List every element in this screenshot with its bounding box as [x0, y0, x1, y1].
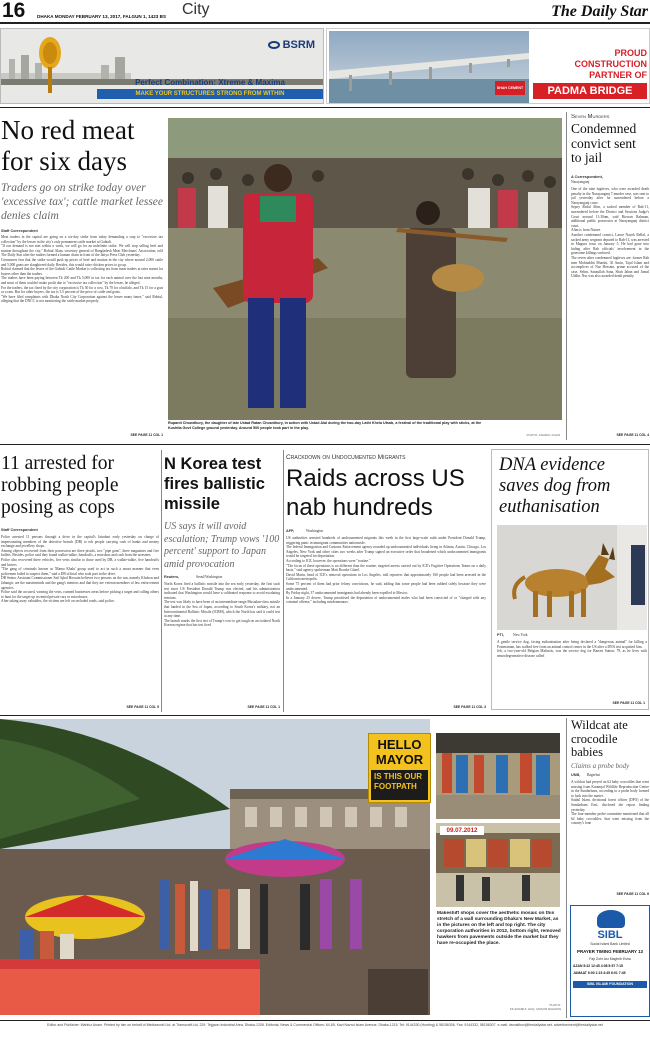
shah-line2: CONSTRUCTION — [574, 59, 647, 69]
prayer-jamaat: JAMAAT 6:00 1:15 4:45 6:01 7:45 — [573, 971, 626, 975]
dog-photo — [497, 525, 647, 630]
raids-byline: AFP, — [286, 529, 295, 533]
raids-location: Washington — [306, 529, 324, 533]
meat-headline: No red meat for six days — [1, 115, 135, 176]
dna-body: A gentle service dog, facing euthanisation after being declared a "dangerous animal" for killing a Pomeranian, has walked free from an animal control center in the US after a DNA test acquitted him. Jeb, a two-year-old Belgian Malinois, was the service dog for Barrett Sutton, 79, as he lives with neurodegenerative disease called — [497, 640, 647, 658]
dog-figure — [497, 525, 647, 630]
prayer-azan: AZAN 5:22 12:45 4:08 5:57 7:15 — [573, 964, 623, 968]
raids-jump: SEE PAGE 11 COL 3 — [453, 705, 486, 709]
sibl-name: SIBL — [597, 929, 623, 941]
page-number: 16 — [2, 0, 26, 22]
col-rule — [161, 450, 162, 712]
murder-body: One of the nine fugitives, who were awarded death penalty in the Narayanganj 7 murder case, was sent to jail yesterday after he surrendered before a Narayanganj court. Sepoy Abdul Alim, a sacked member of Rab-11, surrendered before the District and Sessions Judge's Court around 11:30am, said Rizwan Rahman, additional public prosecutor at Narayanganj district court. Alim is from Natore. Another condemned convict, Lance Nayek Bellal, a sacked army sergeant deputed to Rab-11, was arrested in Magura town on January 5. He had gone into hiding after Rab officials' involvement in the gruesome killings surfaced. The seven other condemned fugitives are: former Rab men Mohiuddin Munshi, Al Amin, Tajul Islam and accomplices of Nur Hossain, prime accused of the case, Selim, Sanaullah Sana, Shah Jahan and Jamal Uddin. Nur was also awarded death penalty. — [571, 187, 649, 279]
bsrm-tagline: Perfect Combination: Xtreme & Maxima — [135, 78, 285, 87]
croc-byline: UNB, — [571, 773, 581, 777]
prayer-title: PRAYER TIMING FEBRUARY 13 — [577, 949, 643, 954]
sibl-box — [570, 905, 650, 1017]
sibl-logo-icon — [597, 910, 625, 928]
bsrm-ad — [0, 28, 324, 104]
shah-line1: PROUD — [614, 48, 647, 58]
croc-location: Bagerhat — [587, 773, 600, 777]
cops-headline: 11 arrested for robbing people posing as cops — [1, 453, 119, 518]
market-photo-main — [0, 719, 430, 1015]
col-rule — [566, 718, 567, 1018]
market-photo-2012 — [436, 823, 560, 907]
stall-scene — [436, 733, 560, 819]
croc-deck: Claims a probe body — [571, 762, 630, 770]
murder-headline: Condemned convict sent to jail — [571, 122, 637, 165]
raids-headline: Raids across US nab hundreds — [286, 465, 465, 521]
lathi-credit: PHOTO: ANARUL KHAN — [526, 433, 560, 437]
murder-kicker: Seven Murders — [571, 114, 610, 120]
cops-byline: Staff Correspondent — [1, 528, 38, 532]
lower-rule — [0, 715, 650, 716]
shah-line4: PADMA BRIDGE — [533, 83, 647, 99]
croc-body: A wildcat had preyed on 62 baby crocodiles that went missing from Karamjal Wildlife Reproduction Centre in the Sundarbans, according to a probe body formed to look into the matter. Saidul Islam, divisional forest officer (DFO) of the Sundarbans East, disclosed the report finding yesterday. The four-member probe committee mentioned that all 62 baby crocodiles, that went missing from the country's lone — [571, 780, 649, 826]
dna-jump: SEE PAGE 11 COL 1 — [612, 701, 645, 705]
meat-byline: Staff Correspondent — [1, 229, 38, 233]
col-rule — [566, 112, 567, 440]
paper-name: The Daily Star — [551, 3, 648, 20]
korea-location: Seoul/Washington — [196, 575, 223, 579]
masthead-rule — [0, 22, 650, 24]
mid-rule — [0, 444, 650, 445]
croc-headline: Wildcat ate crocodile babies — [571, 719, 628, 759]
market-photo-top-right — [436, 733, 560, 819]
cops-body: Police arrested 11 persons through a drive in the capital's Jatrabari early yesterday on charge of impersonating members of the detective branch (DB) to rob people carrying cash of banks and money exchange and jewellery shops. Among objects recovered from their possession are three pistols, two "pipe guns", three magazines and five bullets. Besides, police said they found walkie-talkie, handcuffs, a microbus and cash from the arrestees. Police also recovered three vehicles, five vests similar to those used by DB, a walkie-talkie, five handcuffs and knives. "The gang of criminals known as 'Mama Khalu' group used to act in such a smart manner that even policemen failed to suspect them," said a DB official who took part in the drive. DB Senior Assistant Commissioner Saif Iqbal Hossain believes two persons on the run, namely Khokon and Jahangir, are the masterminds and the gang's mentors and that they are veteran members of law enforcement agencies. Police said the accused, wearing the vests, roamed businesses areas before picking a target and calling others to hunt for the target up in rented private cars or microbuses. After taking away valuables, the victims are left on secluded roads, said police. — [1, 535, 159, 604]
lathi-caption: Rupanti Chowdhury, the daughter of late Ustad Ratan Chowdhury, in action with Ustad Alal during the two-day Lathi Khela Utsab, a festival of the traditional play with sticks, at the Kushtia Govt College ground yesterday. Around 500 people took part in the play. — [168, 421, 482, 430]
korea-headline: N Korea test fires ballistic missile — [164, 455, 265, 513]
meat-deck: Traders go on strike today over 'excessive tax'; cattle market lessee denies claim — [1, 182, 163, 222]
bsrm-subline: MAKE YOUR STRUCTURES STRONG FROM WITHIN — [97, 89, 323, 99]
meat-jump: SEE PAGE 11 COL 1 — [130, 433, 163, 437]
dna-headline: DNA evidence saves dog from euthanisation — [499, 455, 611, 517]
croc-jump: SEE PAGE 11 COL 6 — [616, 892, 649, 896]
dateline: DHAKA MONDAY FEBRUARY 13, 2017, FALGUN 1, 1423 BS — [37, 14, 167, 19]
shah-cement-ad — [326, 28, 650, 104]
sign-line1: HELLO — [377, 738, 422, 752]
sibl-sponsor: SIBL ISLAMI FOUNDATION — [573, 981, 647, 988]
lathi-khela-photo — [168, 118, 562, 420]
cops-jump: SEE PAGE 11 COL 5 — [126, 705, 159, 709]
sibl-full-name: Social Islami Bank Limited — [590, 942, 630, 946]
shah-line3: PARTNER OF — [589, 70, 647, 80]
date-tag: 09.07.2012 — [440, 826, 484, 835]
korea-jump: SEE PAGE 11 COL 1 — [247, 705, 280, 709]
korea-byline: Reuters, — [164, 575, 180, 579]
shah-logo: SHAH CEMENT — [495, 81, 525, 95]
murder-byline: A Correspondent, — [571, 175, 603, 179]
ad-rule — [0, 107, 650, 108]
murder-jump: SEE PAGE 11 COL 4 — [616, 433, 649, 437]
bsrm-logo — [225, 38, 315, 52]
prayer-sub: Fajr Zohr Asr Maghrib Esha — [589, 957, 631, 961]
murder-location: Narayanganj — [571, 180, 590, 184]
footer-imprint: Editor and Publisher: Mahfuz Anam. Printed by him on behalf of Mediaworld Ltd. at Transcraft Ltd, 229, Tejgaon Industrial Area, Dhaka-1208. Editorial, News & Commercial Offices: 64-65, Kazi Nazrul Islam Avenue, Dhaka-1215. Tel: 9144330 (Hunting) & 58156306. Fax: 9144332, 58156307. e-mail: dsmailbox@thedailystar.net, advertisement@thedailystar.net — [47, 1023, 603, 1027]
col-rule — [283, 450, 284, 712]
market-credit: PHOTO: SK ENAMUL HAQ, ANISUR RAHMAN — [509, 1003, 561, 1011]
korea-body: North Korea fired a ballistic missile into the sea early yesterday, the first such test since US President Donald Trump was elected, and his administration indicated that Washington would have a calibrated response to avoid escalating tensions. The test was likely to have been of an intermediate-range Musudan-class missile that landed in the Sea of Japan, according to South Korea's military, not an Intercontinental Ballistic Missile (ICBM), which the North has said it could test at any time. The launch marks the first test of Trump's vow to get tough on an isolated North Korean regime that has test fired — [164, 582, 280, 628]
dna-location: New York — [513, 633, 528, 637]
section-name: City — [182, 1, 210, 18]
sign-line2: MAYOR — [375, 753, 424, 767]
korea-deck: US says it will avoid escalation; Trump vows '100 percent' support to Japan amid provocation — [164, 521, 280, 570]
meat-body: Meat traders in the capital are going on a six-day strike from today demanding a stop to "excessive tax collection" by the lessee in the city's only permanent cattle market at Gabtoli. "If our demand is not met within a week, we will go for an indefinite strike. We will stop selling beef and mutton throughout the city," Robiul Alam, secretary general of Bangladesh Meat Merchants' Association, told The Daily Star after the traders formed a human chain in front of the Jatiya Press Club yesterday. Consumers fear that the strike would push up prices of beef and mutton in the city where around 2,000 cattle and 5,000 goats are slaughtered daily. Besides, this would raise chicken prices to go up. Robiul claimed that the lessee of the Gabtoli Cattle Market is collecting tax from meat traders at rates meant for buyers other than the traders. The traders have been paying between Tk 200 and Tk 5,000 in tax for each animal over the last nine months, and most of them couldn't make profit due to "excessive tax collection" by the lessee, he alleged. For the traders, the tax fixed by the city corporation is Tk 50 for a cow, Tk 70 for a buffalo, and Tk 15 for a goat or a ram. But for other buyers, the tax is 3.5 percent of the price of cattle and goats. "We have filed complaints with Dhaka North City Corporation against the lessee many times," said Robiul, alleging that the DNCC is not monitoring the cattle market properly. — [1, 235, 163, 304]
raids-body: US authorities arrested hundreds of undocumented migrants this week in the first large-scale raids under President Donald Trump, triggering panic in immigrant communities nationwide. The federal Immigration and Customs Enforcement agency rounded up undocumented individuals living in Atlanta, Austin, Chicago, Los Angeles, New York and other cities two weeks after Trump signed an executive order that broadened which undocumented immigrants would be targeted for deportation. According to ICE, however, the operations were "routine." "The focus of these operations is no different than the routine, targeted arrests carried out by ICE's Fugitive Operations Teams on a daily basis," said agency spokesman Matt Bourke Gitzel. David Marin, head of ICE's removal operations in Los Angeles, told reporters that approximately 160 people had been arrested in the California metropolis. Some 75 percent of them had prior felony convictions, he said, adding that some people had been rubbed solely because they were undocumented. By Friday night, 37 undocumented immigrants had already been expelled to Mexico. In a January 25 decree, Trump prioritised the deportation of undocumented males who had been convicted of or "charged with any criminal offense," including misdemeanors. — [286, 536, 486, 605]
crowd-scene — [168, 118, 562, 420]
mosaic-scene — [436, 823, 560, 907]
sign-line3: IS THIS OUR FOOTPATH — [371, 770, 428, 800]
market-scene — [0, 719, 430, 1015]
market-caption: Makeshift shops cover the aesthetic mosaic on this stretch of a wall surrounding Dhaka's New Market, as in the pictures on the left and top right. The city corporation authorities in 2012, bottom right, removed hawkers from pavements outside the market but they have re-occupied the place. — [437, 911, 561, 946]
hello-mayor-sign — [368, 733, 431, 803]
raids-kicker: Crackdown on Undocumented Migrants — [286, 454, 406, 461]
bsrm-brand: BSRM — [282, 39, 315, 51]
footer-rule — [0, 1020, 650, 1021]
rebar-bundle-graphic — [37, 35, 63, 95]
bsrm-logo-icon — [268, 41, 280, 49]
dna-byline: PTI, — [497, 633, 504, 637]
